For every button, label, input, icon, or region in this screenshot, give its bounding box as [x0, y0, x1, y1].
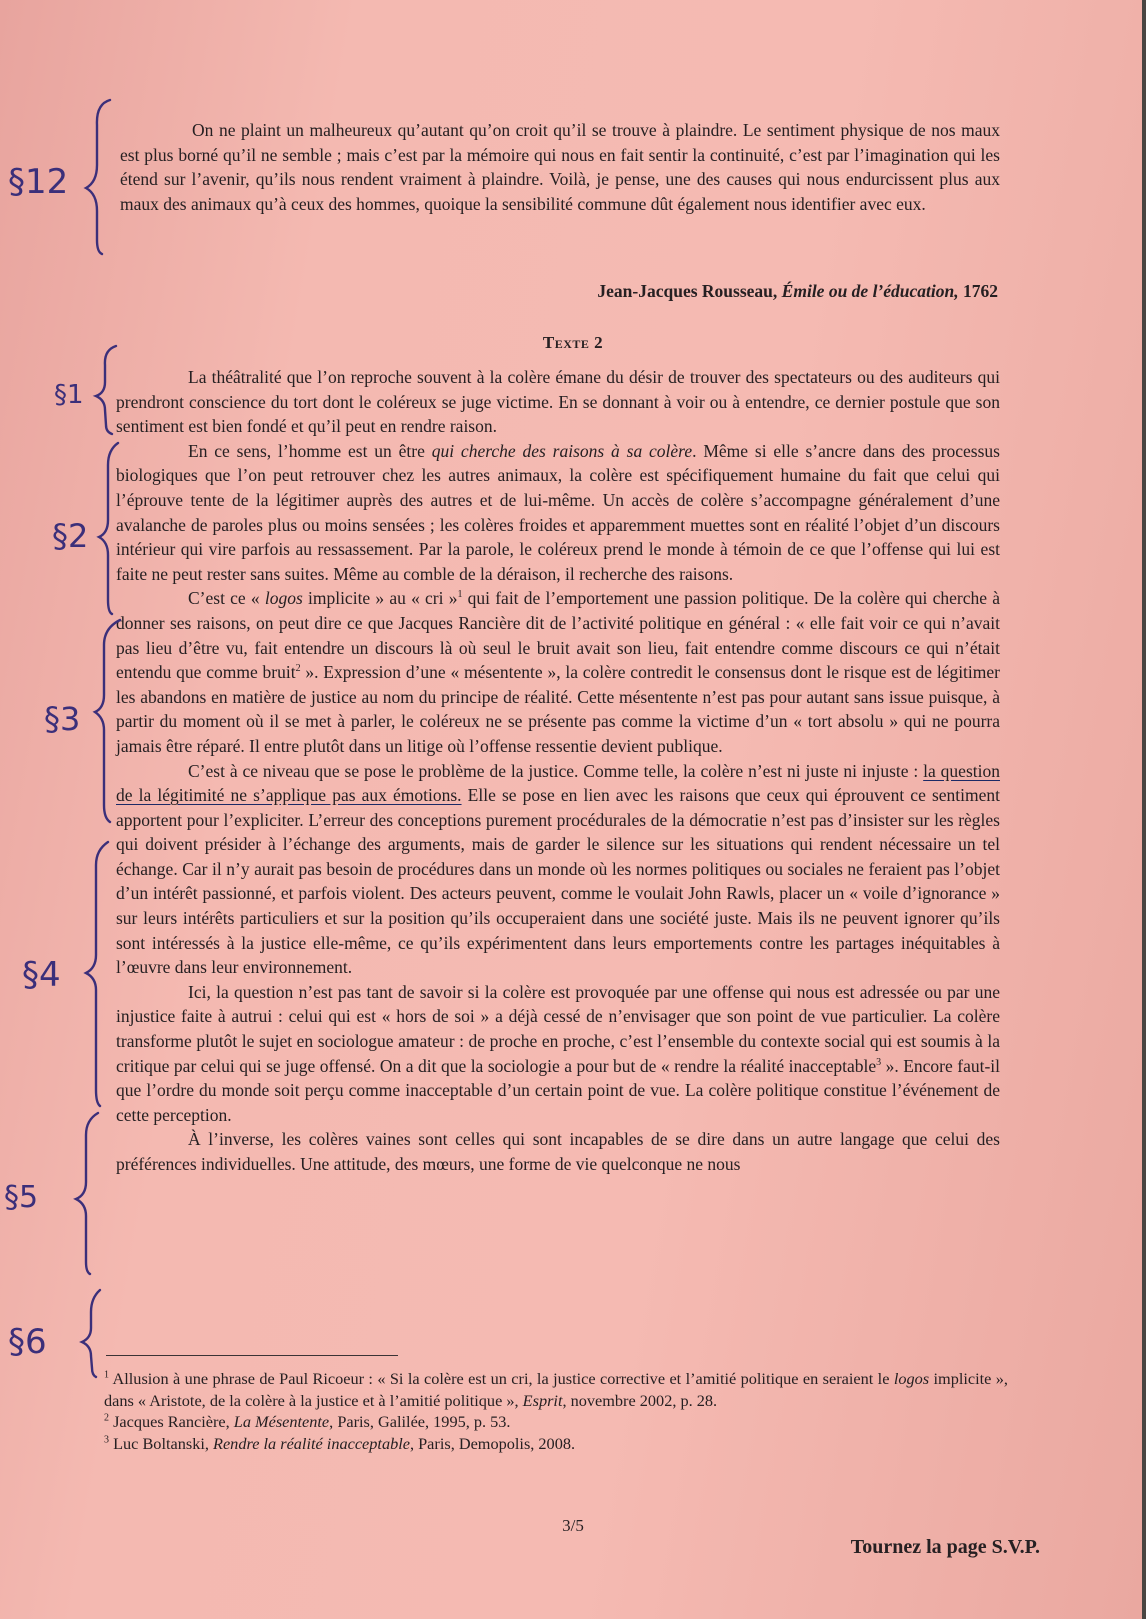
margin-note-s2: §2 — [52, 517, 89, 555]
footnote-3: $^3$ Luc Boltanski, Rendre la réalité inacceptable, Paris, Demopolis, 2008. — [104, 1433, 576, 1453]
page-number: 3/5 — [562, 1516, 584, 1535]
text1-paragraph: On ne plaint un malheureux qu’autant qu’on croit qu’il se trouve à plaindre. Le sentiment physique de nos maux est plus borné qu’il ne semble ; mais c’est par la mémoire qui nous en fait sentir la continuité, c’est par l’imagination qui les étend sur l’avenir, qu’ils nous rendent vraiment à plaindre. Voilà, je pense, une des causes qui nous endurcissent plus aux maux des animaux qu’à ceux des hommes, quoique la sensibilité commune dût également nous identifier avec eux. — [120, 120, 1000, 214]
margin-note-s6: §6 — [8, 1322, 47, 1362]
turn-page-note: Tournez la page S.V.P. — [850, 1536, 1040, 1558]
footnotes — [104, 1368, 1008, 1454]
text1-source: Jean-Jacques Rousseau, Émile ou de l’éducation, 1762 — [597, 281, 998, 301]
margin-note-s4: §4 — [22, 955, 61, 995]
paragraph-2: En ce sens, l’homme est un être qui cherche des raisons à sa colère. Même si elle s’ancre dans des processus biologiques que l’on peut retrouver chez les autres animaux, la colère est spécifiquement humaine du fait que celui qui l’éprouve tente de la légitimer auprès des autres et de lui-même. Un accès de colère s’accompagne généralement d’une avalanche de paroles plus ou moins sensées ; les colères froides et apparemment muettes sont en réalité l’objet d’un discours intérieur qui vire parfois au ressassement. Par la parole, le coléreux prend le monde à témoin de ce que l’offense qui lui est faite ne peut rester sans suites. Même au comble de la déraison, il recherche des raisons. — [116, 440, 1000, 584]
brace-4 — [86, 842, 108, 1106]
margin-note-s5: §5 — [4, 1180, 39, 1215]
margin-note-s1: §1 — [54, 380, 84, 410]
brace-1 — [96, 346, 116, 434]
footnote-2: $^2$ Jacques Rancière, La Mésentente, Paris, Galilée, 1995, p. 53. — [104, 1412, 511, 1431]
footnote-separator — [106, 1355, 398, 1356]
paragraph-5: Ici, la question n’est pas tant de savoir si la colère est provoquée par une offense qui nous est adressée ou par une injustice faite à autrui : celui qui est « hors de soi » a déjà cessé de n’envisager que son point de vue particulier. La colère transforme plutôt le sujet en sociologue amateur : de proche en proche, c’est l’ensemble du contexte social qui est soumis à la critique par celui qui se juge offensé. On a dit que la sociologie a pour but de « rendre la réalité inacceptable$^3$ ». Encore faut-il que l’ordre du monde soit perçu comme inacceptable d’un certain point de vue. La colère politique constitue l’événement de cette perception. — [116, 981, 1000, 1125]
paragraph-4: C’est à ce niveau que se pose le problème de la justice. Comme telle, la colère n’est ni juste ni injuste : la question de la légitimité ne s’applique pas aux émotions. Elle se pose en lien avec les raisons que ceux qui éprouvent ce sentiment apportent pour l’expliciter. L’erreur des conceptions purement procédurales de la démocratie n’est pas d’insister sur les règles qui doivent présider à l’échange des arguments, mais de garder le silence sur les situations qui rendent nécessaire un tel échange. Car il n’y aurait pas besoin de procédures dans un monde où les normes politiques ou sociales ne feraient pas l’objet d’un intérêt passionné, et parfois violent. Des acteurs peuvent, comme le voulait John Rawls, placer un « voile d’ignorance » sur leurs intérêts particuliers et sur la position qu’ils occuperaient dans une société juste. Mais ils ne peuvent ignorer qu’ils sont intéressés à la justice elle-même, ce qu’ils expérimentent dans leurs emportements contre les partages inéquitables à l’œuvre dans leur environnement. — [116, 760, 1000, 978]
text2-heading: Texte 2 — [542, 333, 604, 352]
paragraph-3: C’est ce « logos implicite » au « cri »$^1$ qui fait de l’emportement une passion politique. De la colère qui cherche à donner ses raisons, on peut dire ce que Jacques Rancière dit de l’activité politique en général : « elle fait voir ce qui n’avait pas lieu d’être vu, fait entendre un discours là où seul le bruit avait son lieu, fait entendre comme discours ce qui n’était entendu que comme bruit$^2$ ». Expression d’une « mésentente », la colère contredit le consensus dont le risque est de légitimer les abandons en matière de justice au nom du principe de réalité. Cette mésentente n’est pas pour autant sans issue puisque, à partir du moment où il se met à parler, le coléreux ne se présente pas comme la victime d’un « tort absolu » qui ne pourra jamais être réparé. Il entre plutôt dans un litige où l’offense ressentie devient publique. — [116, 588, 1000, 756]
underlined-phrase: la question de la légitimité ne s’applique pas aux émotions. — [116, 760, 1000, 806]
paragraph-1: La théâtralité que l’on reproche souvent à la colère émane du désir de trouver des spectateurs ou des auditeurs qui prendront conscience du tort dont le coléreux se juge victime. En se donnant à voir ou à entendre, ce dernier postule que son sentiment est bien fondé et qu’il peut en rendre raison. — [116, 367, 1000, 437]
text2-body — [116, 365, 1000, 1177]
margin-note-s12: §12 — [8, 162, 69, 202]
brace-6 — [82, 1290, 100, 1377]
brace-12 — [86, 100, 110, 254]
paragraph-6: À l’inverse, les colères vaines sont celles qui sont incapables de se dire dans un autre langage que celui des préférences individuelles. Une attitude, des mœurs, une forme de vie quelconque ne nous — [116, 1129, 1000, 1174]
brace-5 — [76, 1113, 98, 1274]
page-edge — [1142, 0, 1146, 1619]
margin-note-s3: §3 — [44, 700, 81, 738]
footnote-1: $^1$ Allusion à une phrase de Paul Ricoeur : « Si la colère est un cri, la justice corrective et l’amitié politique en seraient le logos implicite », dans « Aristote, de la colère à la justice et à l’amitié politique », Esprit, novembre 2002, p. 28. — [104, 1369, 1008, 1410]
